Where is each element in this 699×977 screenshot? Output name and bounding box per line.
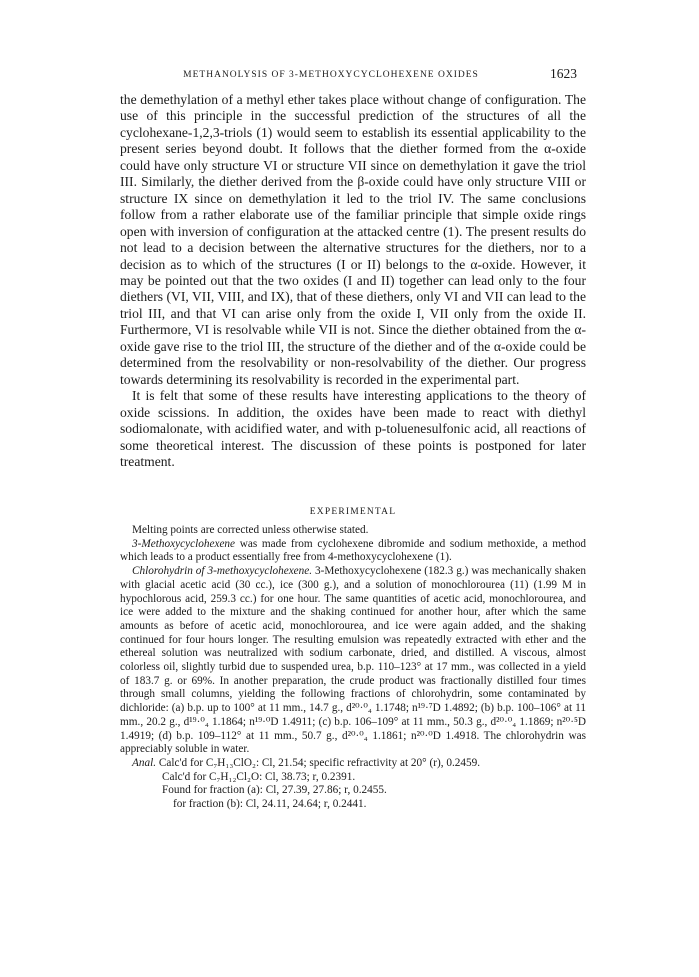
experimental-heading: EXPERIMENTAL [309, 507, 397, 517]
preparation-title: Chlorohydrin of 3-methoxycyclohexene. [132, 565, 313, 578]
page-number: 1623 [550, 66, 577, 81]
analysis-line: for fraction (b): Cl, 24.11, 24.64; r, 0.2441. [173, 798, 367, 811]
main-body-text [120, 92, 586, 470]
body-paragraph: It is felt that some of these results have interesting applications to the theory of oxide scissions. In addition, the oxides have been made to react with diethyl sodiomalonate, with acidified water, and with p-toluenesulfonic acid, all reactions of some theoretical interest. The discussion of these points is postponed for later treatment. [120, 388, 586, 469]
preparation-text: was made from cyclohexene dibromide and sodium methoxide, a method which leads to a product essentially free from 4-methoxycyclohexene (1). [120, 537, 586, 564]
analysis-line: Found for fraction (a): Cl, 27.39, 27.86; r, 0.2455. [162, 784, 387, 797]
analysis-line: Calc'd for C₇H₁₂Cl₂O: Cl, 38.73; r, 0.2391. [162, 770, 356, 783]
preparation-title: 3-Methoxycyclohexene [132, 537, 236, 550]
preparation-methoxycyclohexene [120, 538, 586, 565]
preparation-chlorohydrin [120, 565, 586, 757]
body-paragraph: the demethylation of a methyl ether takes place without change of configuration. The use of this principle in the successful prediction of the structures of all the cyclohexane-1,2,3-triols (1) would seem to establish its essential applicability to the present series beyond doubt. It follows that the diether formed from the α-oxide could have only structure VI or structure VII since on demethylation it gave the triol III. Similarly, the diether derived from the β-oxide could have only structure VIII or structure IX since on demethylation it led to the triol IV. The same conclusions follow from a rather elaborate use of the familiar principle that simple oxide rings open with inversion of configuration at the attacked centre (1). The present results do not lead to a decision between the alternative structures for the diethers, nor to a decision as to which of the structures (I or II) belongs to the α-oxide. However, it may be pointed out that the two oxides (I and II) together can lead only to the four diethers (VI, VII, VIII, and IX), that of these diethers, only VI and VII can lead to the triol III, and that VI can arise only from the oxide I, VII only from the oxide II. Furthermore, VI is resolvable while VII is not. Since the diether obtained from the α-oxide gave rise to the triol III, the structure of the diether and of the α-oxide could be determined from the resolvability or non-resolvability of the diether. Our progress towards determining its resolvability is recorded in the experimental part. [120, 92, 586, 387]
preparation-text: 3-Methoxycyclohexene (182.3 g.) was mechanically shaken with glacial acetic acid (30 cc.), ice (300 g.), and a solution of monochlorourea (11) (1.99 M in hypochlorous acid, 259.3 cc.) for one hour. The same quantities of acetic acid, monochlorourea, and ice were added to the mixture and the shaking continued for another hour, after which the same amounts as before of acetic acid, monochlorourea, and ice were again added, and the shaking continued for four hours longer. The resulting emulsion was repeatedly extracted with ether and the ethereal solution was neutralized with sodium carbonate, dried, and distilled. A viscous, almost colorless oil, slightly turbid due to suspended urea, b.p. 110–123° at 17 mm., was collected in a yield of 183.7 g. or 69%. In another preparation, the crude product was fractionally distilled four times through small columns, yielding the following fractions of chlorohydrin, some contaminated by dichloride: (a) b.p. up to 100° at 11 mm., 14.7 g., d²⁰·⁰₄ 1.1748; n¹⁹·⁷D 1.4892; (b) b.p. 100–106° at 11 mm., 20.2 g., d¹⁹·⁰₄ 1.1864; n¹⁹·⁰D 1.4911; (c) b.p. 106–109° at 11 mm., 50.3 g., d²⁰·⁰₄ 1.1869; n²⁰·⁵D 1.4919; (d) b.p. 109–112° at 11 mm., 50.7 g., d²⁰·⁰₄ 1.1861; n²⁰·⁰D 1.4918. The chlorohydrin was appreciably soluble in water. [120, 565, 586, 756]
experimental-text [120, 524, 586, 812]
analysis-label: Anal. [132, 756, 157, 769]
analysis-line [120, 757, 586, 771]
running-head: METHANOLYSIS OF 3-METHOXYCYCLOHEXENE OXIDES [183, 70, 479, 80]
analysis-text: Calc'd for C₇H₁₃ClO₂: Cl, 21.54; specific refractivity at 20° (r), 0.2459. [156, 756, 481, 769]
experimental-note: Melting points are corrected unless otherwise stated. [132, 524, 369, 536]
